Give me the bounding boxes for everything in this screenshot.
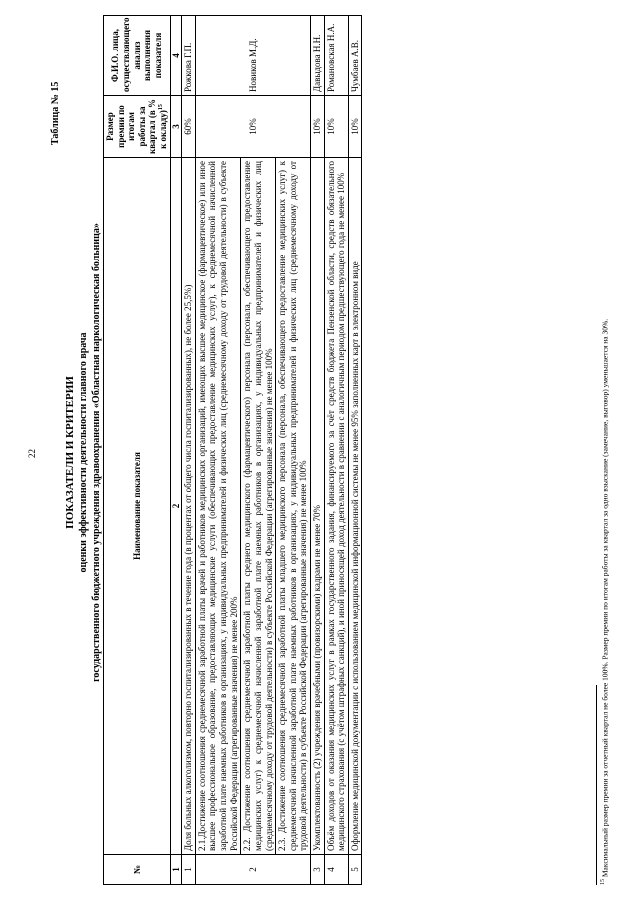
row-responsible: Давыдова Н.Н. [310, 16, 324, 96]
column-number: 1 [170, 855, 182, 885]
page-subtitle-2: государственного бюджетного учреждения здравоохранения «Областная наркологическая больница» [91, 223, 102, 682]
row-criteria: Оформление медицинской документации с использованием медицинской информационной системы не менее 95% заполненных карт в электронном виде [348, 158, 362, 855]
row-bonus: 10% [310, 96, 324, 158]
footnote-text: Максимальный размер премии за отчетный квартал не более 100%. Размер премии по итогам работы за квартал за одно взыскание (замечание, выговор) уменьшается на 30%. [600, 318, 610, 878]
table-row [195, 16, 310, 885]
table-row [310, 16, 324, 885]
row-criteria: Доля больных алкоголизмом, повторно госпитализированных в течение года (в процентах от общего числа госпитализированных), не более 25,5%) [182, 158, 196, 855]
page-number: 22 [27, 449, 37, 458]
header-row [104, 16, 171, 885]
row-number: 4 [324, 855, 348, 885]
footnote-mark: 15 [600, 879, 606, 885]
column-numbers-row [170, 16, 182, 885]
row-number: 2 [195, 855, 310, 885]
page-subtitle-1: оценки эффективности деятельности главного врача [78, 332, 89, 573]
row-criteria [195, 158, 310, 855]
header-num: № [104, 855, 171, 885]
footnote [596, 15, 610, 885]
row-responsible: Рожкова Г.П. [182, 16, 196, 96]
column-number: 3 [170, 96, 182, 158]
row-number: 3 [310, 855, 324, 885]
table-row [324, 16, 348, 885]
row-responsible: Новиков М.Д. [195, 16, 310, 96]
header-bonus-text: Размер премии по итогам работы за квартал (в % к окладу) [105, 99, 169, 154]
header-bonus-footnote-mark: 15 [158, 104, 165, 111]
row-bonus: 60% [182, 96, 196, 158]
table-row [182, 16, 196, 885]
row-bonus: 10% [195, 96, 310, 158]
table-number: Таблица № 15 [50, 81, 61, 145]
header-indicator: Наименование показателя [104, 158, 171, 855]
column-number: 4 [170, 16, 182, 96]
criteria-table [103, 15, 362, 885]
page-title: ПОКАЗАТЕЛИ И КРИТЕРИИ [64, 376, 76, 529]
header-responsible: Ф.И.О. лица, осуществляющего анализ выполнения показателя [104, 16, 171, 96]
row-number: 1 [182, 855, 196, 885]
column-number: 2 [170, 158, 182, 855]
sub-criterion: 2.2. Достижение соотношения среднемесячной заработной платы среднего медицинского (фармацевтического) персонала (персонала, обеспечивающего предоставление медицинских услуг) к среднемесячной начисленной заработной плате наемных работников в организациях, у индивидуальных предпринимателей и физических лиц (среднемесячному доходу от трудовой деятельности) в субъекте Российской Федерации (агрегированные значения) не менее 100% [240, 158, 275, 854]
header-bonus [104, 96, 171, 158]
sub-criterion: 2.1.Достижение соотношения среднемесячной заработной платы врачей и работников медицинских организаций, имеющих высшее медицинское (фармацевтическое) или иное высшее профессиональное образование, предоставляющих медицинские услуги (обеспечивающих предоставление медицинских услуг), к среднемесячной начисленной заработной плате наемных работников в организациях, у индивидуальных предпринимателей и физических лиц (среднемесячному доходу от трудовой деятельности) в субъекте Российской Федерации (агрегированные значения) не менее 200% [196, 161, 239, 851]
row-responsible: Романовская Н.А. [324, 16, 348, 96]
row-criteria: Укомплектованность (2) учреждения врачебными (провизорскими) кадрами не менее 70% [310, 158, 324, 855]
row-responsible: Чумбаев А.В. [348, 16, 362, 96]
row-criteria: Объём доходов от оказания медицинских услуг в рамках государственного задания, финансируемого за счёт средств бюджета Пензенской области, средств обязательного медицинского страхования (с учётом штрафных санкций), и иной приносящей доход деятельности в сравнении с аналогичным периодом предшествующего года не менее 100% [324, 158, 348, 855]
footnote-divider [596, 685, 597, 885]
sub-criterion: 2.3. Достижение соотношения среднемесячной заработной платы младшего медицинского персонала (персонала, обеспечивающего предоставление медицинских услуг) к среднемесячной начисленной заработной плате наемных работников в организациях, у индивидуальных предпринимателей и физических лиц (среднемесячному доходу от трудовой деятельности) в субъекте Российской Федерации (агрегированные значения) не менее 100% [275, 158, 310, 854]
row-number: 5 [348, 855, 362, 885]
row-bonus: 10% [324, 96, 348, 158]
table-row [348, 16, 362, 885]
row-bonus: 10% [348, 96, 362, 158]
